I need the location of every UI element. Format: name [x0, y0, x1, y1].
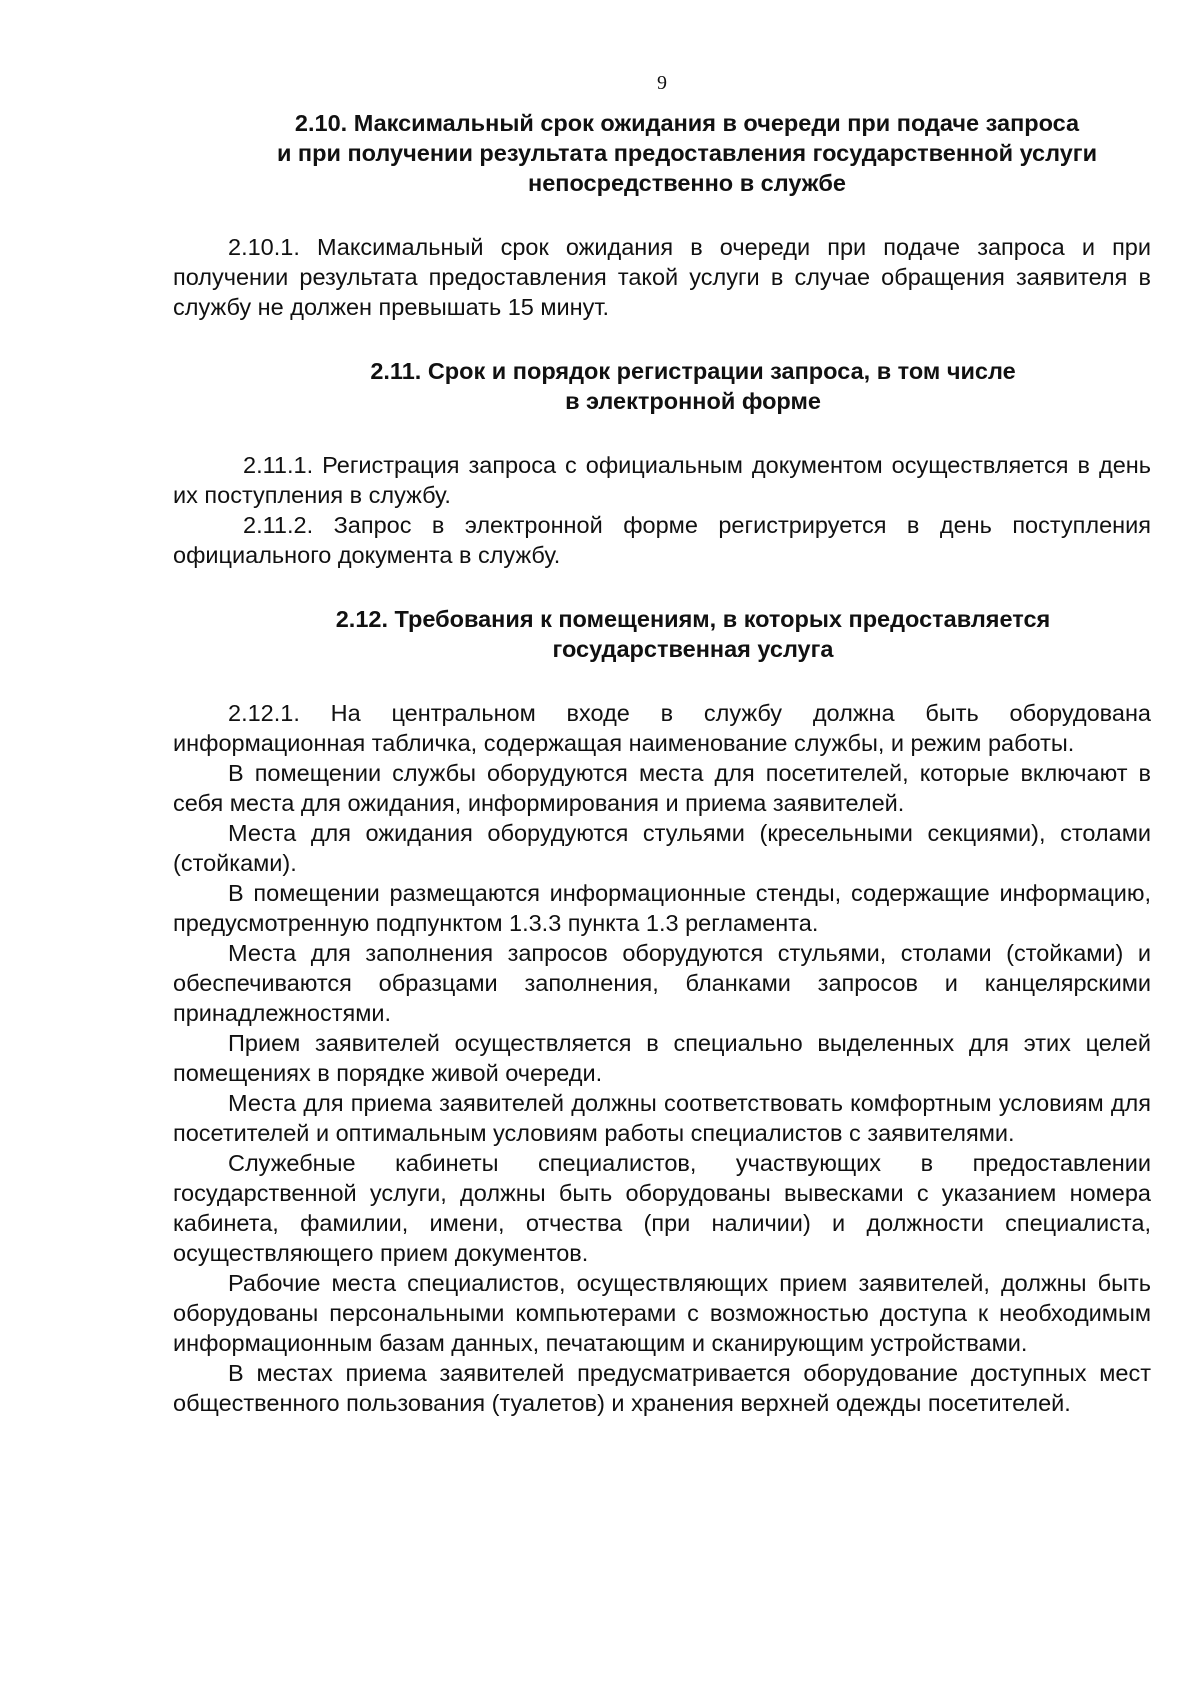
paragraph: Рабочие места специалистов, осуществляющих прием заявителей, должны быть оборудованы персональными компьютерами с возможностью доступа к необходимым информационным базам данных, печатающим и сканирующим устройствами.: [173, 1270, 1151, 1356]
paragraph: 2.10.1. Максимальный срок ожидания в очереди при подаче запроса и при получении результата предоставления такой услуги в случае обращения заявителя в службу не должен превышать 15 минут.: [173, 234, 1151, 320]
section-heading-2-10: [173, 108, 1151, 198]
paragraph: Места для ожидания оборудуются стульями (кресельными секциями), столами (стойками).: [173, 820, 1151, 876]
paragraph: В помещении размещаются информационные стенды, содержащие информацию, предусмотренную подпунктом 1.3.3 пункта 1.3 регламента.: [173, 880, 1151, 936]
paragraph: Служебные кабинеты специалистов, участвующих в предоставлении государственной услуги, должны быть оборудованы вывесками с указанием номера кабинета, фамилии, имени, отчества (при наличии) и должности специалиста, осуществляющего прием документов.: [173, 1150, 1151, 1266]
section-heading-2-12: [173, 604, 1151, 664]
section-body-2-10: [173, 232, 1151, 322]
paragraph: 2.12.1. На центральном входе в службу должна быть оборудована информационная табличка, содержащая наименование службы, и режим работы.: [173, 700, 1151, 756]
paragraph: Места для приема заявителей должны соответствовать комфортным условиям для посетителей и оптимальным условиям работы специалистов с заявителями.: [173, 1090, 1151, 1146]
heading-line: в электронной форме: [565, 388, 821, 414]
heading-line: и при получении результата предоставления государственной услуги: [276, 140, 1098, 166]
heading-line: 2.12. Требования к помещениям, в которых предоставляется: [335, 606, 1051, 632]
section-body-2-12: [173, 698, 1151, 1418]
section-heading-2-11: [173, 356, 1151, 416]
paragraph: Прием заявителей осуществляется в специально выделенных для этих целей помещениях в порядке живой очереди.: [173, 1030, 1151, 1086]
heading-line: государственная услуга: [552, 636, 834, 662]
section-body-2-11: [173, 450, 1151, 570]
page-number: 9: [657, 72, 667, 94]
document-page: [173, 70, 1151, 1418]
paragraph: 2.11.2. Запрос в электронной форме регистрируется в день поступления официального документа в службу.: [173, 512, 1151, 568]
heading-line: непосредственно в службе: [528, 170, 846, 196]
paragraph: Места для заполнения запросов оборудуются стульями, столами (стойками) и обеспечиваются образцами заполнения, бланками запросов и канцелярскими принадлежностями.: [173, 940, 1151, 1026]
paragraph: В местах приема заявителей предусматривается оборудование доступных мест общественного пользования (туалетов) и хранения верхней одежды посетителей.: [173, 1360, 1151, 1416]
paragraph: 2.11.1. Регистрация запроса с официальным документом осуществляется в день их поступления в службу.: [173, 452, 1151, 508]
paragraph: В помещении службы оборудуются места для посетителей, которые включают в себя места для ожидания, информирования и приема заявителей.: [173, 760, 1151, 816]
heading-line: 2.11. Срок и порядок регистрации запроса, в том числе: [370, 358, 1016, 384]
heading-line: 2.10. Максимальный срок ожидания в очереди при подаче запроса: [294, 110, 1080, 136]
